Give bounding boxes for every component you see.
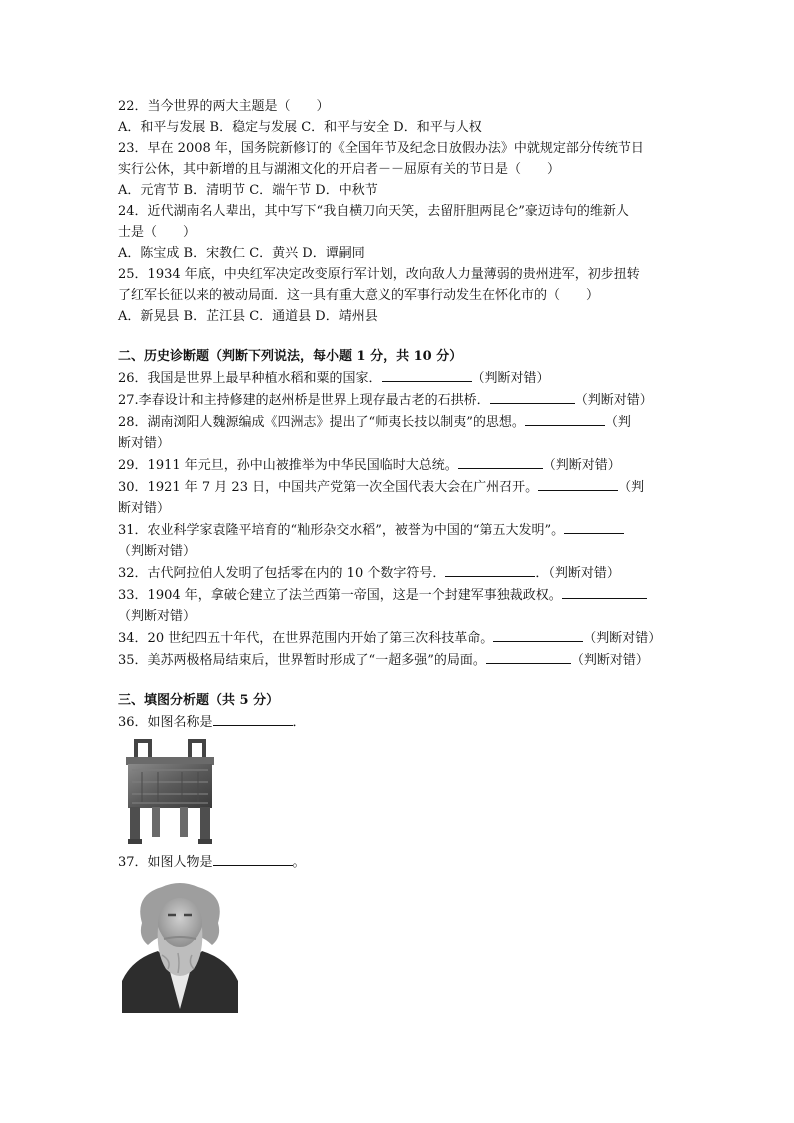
- question-24-options: A．陈宝成 B．宋教仁 C．黄兴 D．谭嗣同: [118, 246, 365, 261]
- answer-blank-29[interactable]: [458, 454, 543, 469]
- question-25-stem-line1: 25．1934 年底，中央红军决定改变原行军计划，改向敌人力量薄弱的贵州进军，初步扭转: [118, 267, 640, 282]
- answer-blank-26[interactable]: [382, 367, 472, 382]
- question-25-stem-line2: 了红军长征以来的被动局面．这一具有重大意义的军事行动发生在怀化市的（ ）: [118, 288, 600, 303]
- answer-blank-27[interactable]: [490, 389, 575, 404]
- question-36-text: 36．如图名称是: [118, 715, 213, 730]
- question-31-line2: （判断对错）: [118, 544, 197, 559]
- question-36-tail: ．: [292, 715, 306, 730]
- bronze-ding-image: [122, 737, 678, 847]
- question-30-line2: 断对错）: [118, 501, 171, 516]
- question-30-text: 30．1921 年 7 月 23 日，中国共产党第一次全国代表大会在广州召开。: [118, 480, 539, 495]
- judge-suffix: （判断对错）: [574, 393, 653, 408]
- answer-blank-30[interactable]: [538, 476, 618, 491]
- question-24-stem-line1: 24．近代湖南名人辈出，其中写下“我自横刀向天笑，去留肝胆两昆仑”豪迈诗句的维新人: [118, 204, 629, 219]
- question-33-line2: （判断对错）: [118, 609, 197, 624]
- judge-suffix-part1: （判: [604, 415, 631, 430]
- question-37-text: 37．如图人物是: [118, 855, 213, 870]
- answer-blank-32[interactable]: [445, 562, 535, 577]
- question-35-text: 35．美苏两极格局结束后，世界暂时形成了“一超多强”的局面。: [118, 653, 486, 668]
- question-23-stem-line1: 23．早在 2008 年，国务院新修订的《全国年节及纪念日放假办法》中就规定部分传统节日: [118, 141, 644, 156]
- exam-page: [118, 96, 678, 1017]
- judge-suffix: （判断对错）: [471, 371, 550, 386]
- question-28-line1: [118, 411, 678, 433]
- question-27-text: 27.李春设计和主持修建的赵州桥是世界上现存最古老的石拱桥．: [118, 393, 490, 408]
- question-22-stem: 22．当今世界的两大主题是（ ）: [118, 99, 330, 114]
- question-33-text: 33．1904 年，拿破仑建立了法兰西第一帝国，这是一个封建军事独裁政权。: [118, 588, 562, 603]
- question-29: [118, 454, 678, 476]
- question-26: [118, 367, 678, 389]
- question-37-tail: 。: [292, 855, 306, 870]
- question-37: [118, 851, 678, 873]
- judge-suffix: （判断对错）: [583, 631, 662, 646]
- question-31-line1: [118, 519, 678, 541]
- question-26-text: 26．我国是世界上最早种植水稻和粟的国家．: [118, 371, 382, 386]
- judge-suffix: （判断对错）: [542, 458, 621, 473]
- question-36: [118, 711, 678, 733]
- question-33-line1: [118, 584, 678, 606]
- portrait-icon: [122, 877, 238, 1013]
- question-29-text: 29．1911 年元旦，孙中山被推举为中华民国临时大总统。: [118, 458, 458, 473]
- question-30-line1: [118, 476, 678, 498]
- question-35: [118, 649, 678, 671]
- bronze-ding-icon: [122, 737, 218, 847]
- answer-blank-36[interactable]: [213, 711, 293, 726]
- question-31-text: 31．农业科学家袁隆平培育的“籼形杂交水稻”，被誉为中国的“第五大发明”。: [118, 523, 565, 538]
- section-3-title: 三、填图分析题（共 5 分）: [118, 693, 280, 708]
- answer-blank-35[interactable]: [486, 649, 571, 664]
- question-32-text: 32．古代阿拉伯人发明了包括零在内的 10 个数字符号．: [118, 566, 446, 581]
- question-22-options: A．和平与发展 B．稳定与发展 C．和平与安全 D．和平与人权: [118, 120, 482, 135]
- question-32: [118, 562, 678, 584]
- question-28-text: 28．湖南浏阳人魏源编成《四洲志》提出了“师夷长技以制夷”的思想。: [118, 415, 525, 430]
- question-23-stem-line2: 实行公休，其中新增的且与湖湘文化的开启者－－屈原有关的节日是（ ）: [118, 162, 561, 177]
- answer-blank-28[interactable]: [525, 411, 605, 426]
- question-25-options: A．新晃县 B．芷江县 C．通道县 D．靖州县: [118, 309, 378, 324]
- question-32-tail: ．（判断对错）: [535, 566, 620, 581]
- answer-blank-31[interactable]: [564, 519, 624, 534]
- answer-blank-33[interactable]: [562, 584, 647, 599]
- question-34: [118, 627, 678, 649]
- question-27: [118, 389, 678, 411]
- judge-suffix: （判断对错）: [570, 653, 649, 668]
- question-28-line2: 断对错）: [118, 436, 171, 451]
- portrait-image: [122, 877, 678, 1013]
- answer-blank-37[interactable]: [213, 851, 293, 866]
- answer-blank-34[interactable]: [493, 627, 583, 642]
- question-34-text: 34．20 世纪四五十年代，在世界范围内开始了第三次科技革命。: [118, 631, 494, 646]
- question-24-stem-line2: 士是（ ）: [118, 225, 197, 240]
- section-2-title: 二、历史诊断题（判断下列说法，每小题 1 分，共 10 分）: [118, 349, 463, 364]
- question-23-options: A．元宵节 B．清明节 C．端午节 D．中秋节: [118, 183, 378, 198]
- judge-suffix-part1: （判: [618, 480, 645, 495]
